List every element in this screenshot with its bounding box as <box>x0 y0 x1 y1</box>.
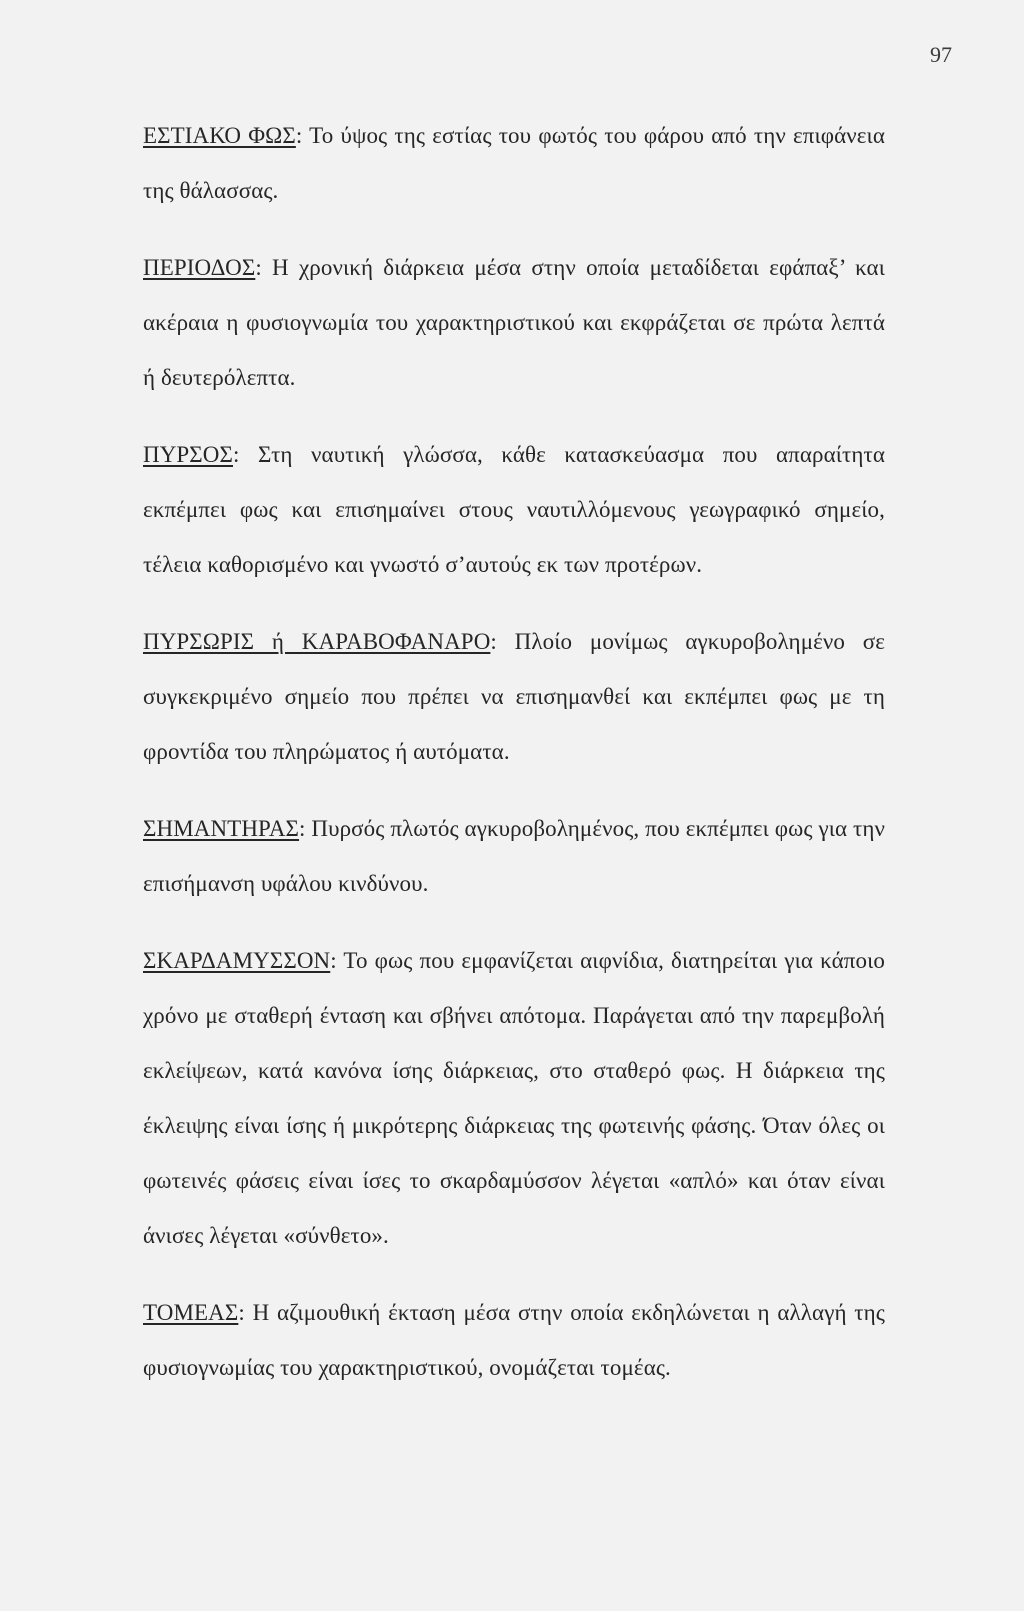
glossary-definition: Το φως που εμφανίζεται αιφνίδια, διατηρείται για κάποιο χρόνο με σταθερή ένταση και σβήνει απότομα. Παράγεται από την παρεμβολή εκλείψεων, κατά κανόνα ίσης διάρκειας, στο σταθερό φως. Η διάρκεια της έκλειψης είναι ίσης ή μικρότερης διάρκειας της φωτεινής φάσης. Όταν όλες οι φωτεινές φάσεις είναι ίσες το σκαρδαμύσσον λέγεται «απλό» και όταν είναι άνισες λέγεται «σύνθετο». <box>143 948 885 1248</box>
glossary-text <box>143 108 885 1395</box>
term-separator: : <box>299 816 312 841</box>
glossary-definition: Η αζιμουθική έκταση μέσα στην οποία εκδηλώνεται η αλλαγή της φυσιογνωμίας του χαρακτηριστικού, ονομάζεται τομέας. <box>143 1300 885 1380</box>
glossary-term: ΠΥΡΣΟΣ <box>143 442 233 467</box>
glossary-definition: Το ύψος της εστίας του φωτός του φάρου από την επιφάνεια της θάλασσας. <box>143 123 885 203</box>
glossary-entry-pyrsoris <box>143 614 885 779</box>
term-separator: : <box>330 948 344 973</box>
glossary-term: ΣΚΑΡΔΑΜΥΣΣΟΝ <box>143 948 331 973</box>
glossary-term: ΠΕΡΙΟΔΟΣ <box>143 255 256 280</box>
glossary-definition: Στη ναυτική γλώσσα, κάθε κατασκεύασμα που απαραίτητα εκπέμπει φως και επισημαίνει στους ναυτιλλόμενους γεωγραφικό σημείο, τέλεια καθορισμένο και γνωστό σ’αυτούς εκ των προτέρων. <box>143 442 885 577</box>
glossary-term: ΤΟΜΕΑΣ <box>143 1300 239 1325</box>
glossary-entry-tomeas <box>143 1285 885 1395</box>
glossary-term: ΣΗΜΑΝΤΗΡΑΣ <box>143 816 300 841</box>
glossary-entry-simantiras <box>143 801 885 911</box>
glossary-definition: Πλοίο μονίμως αγκυροβολημένο σε συγκεκριμένο σημείο που πρέπει να επισημανθεί και εκπέμπει φως με τη φροντίδα του πληρώματος ή αυτόματα. <box>143 629 885 764</box>
glossary-entry-periodos <box>143 240 885 405</box>
glossary-entry-estiako-fos <box>143 108 885 218</box>
term-separator: : <box>490 629 515 654</box>
glossary-definition: Η χρονική διάρκεια μέσα στην οποία μεταδίδεται εφάπαξ’ και ακέραια η φυσιογνωμία του χαρακτηριστικού και εκφράζεται σε πρώτα λεπτά ή δευτερόλεπτα. <box>143 255 885 390</box>
glossary-definition: Πυρσός πλωτός αγκυροβολημένος, που εκπέμπει φως για την επισήμανση υφάλου κινδύνου. <box>143 816 885 896</box>
glossary-term: ΠΥΡΣΩΡΙΣ ή ΚΑΡΑΒΟΦΑΝΑΡΟ <box>143 629 491 654</box>
glossary-entry-skardamysson <box>143 933 885 1263</box>
term-separator: : <box>255 255 273 280</box>
glossary-entry-pyrsos <box>143 427 885 592</box>
term-separator: : <box>233 442 258 467</box>
term-separator: : <box>238 1300 253 1325</box>
page-number: 97 <box>930 42 952 67</box>
glossary-term: ΕΣΤΙΑΚΟ ΦΩΣ <box>143 123 296 148</box>
term-separator: : <box>295 123 310 148</box>
